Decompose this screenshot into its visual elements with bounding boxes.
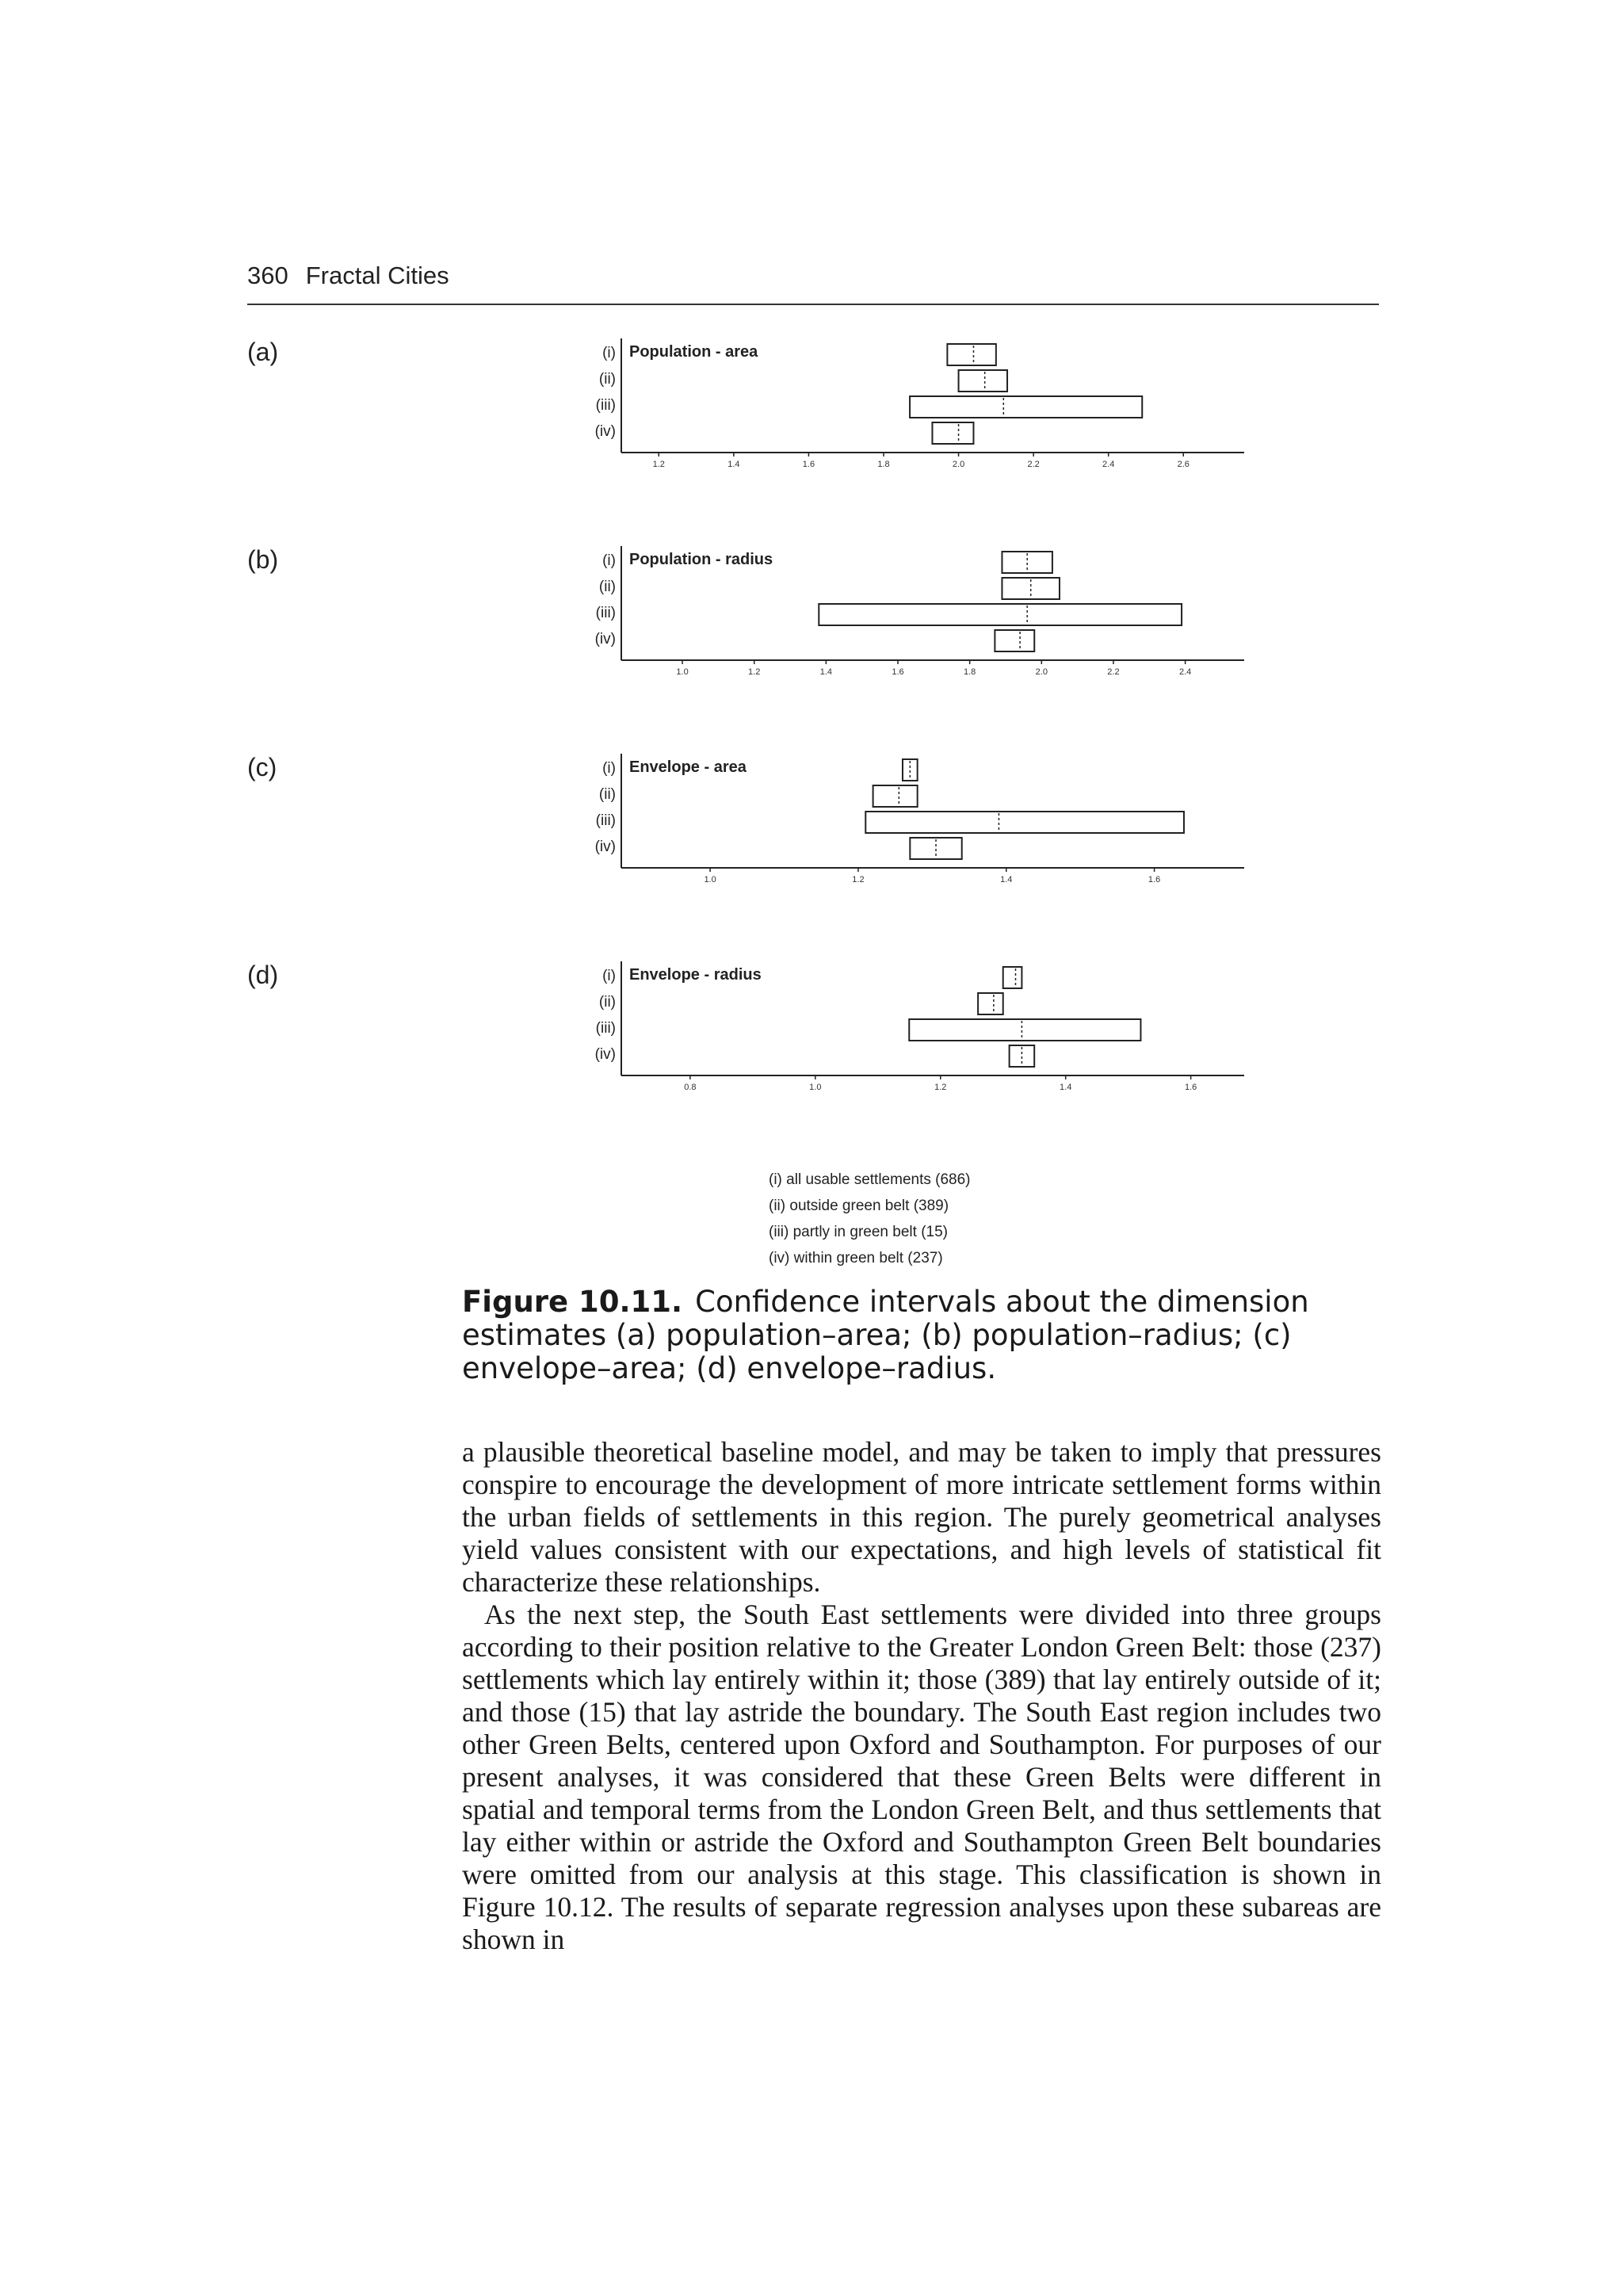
paragraph: As the next step, the South East settlements were divided into three groups according to their position relative to the Greater London Green Belt: those (237) settlements which lay entirely within it; those (389) that lay entirely outside of it; and those (15) that lay astride the boundary. The South East region includes two other Green Belts, centered upon Oxford and Southampton. For purposes of our present analyses, it was considered that these Green Belts were different in spatial and temporal terms from the London Green Belt, and thus settlements that lay either within or astride the Oxford and Southampton Green Belt boundaries were omitted from our analysis at this stage. This classification is shown in Figure 10.12. The results of separate regression analyses upon these subareas are shown in [462,1599,1381,1955]
chart-panel [247,338,1244,469]
row-label: (ii) [598,786,616,803]
row-label: (iv) [594,1046,616,1063]
legend-entry: (ii) outside green belt (389) [769,1198,949,1214]
x-tick-label: 1.4 [727,460,740,469]
x-tick-label: 1.6 [1184,1083,1197,1092]
interval-box [909,1019,1140,1041]
x-tick-label: 2.6 [1177,460,1190,469]
chart-panel [247,753,1244,884]
caption-text: Confidence intervals about the dimension estimates (a) population–area; (b) population–radius; (c) envelope–area; (d) envelope–radius. [462,1285,1309,1385]
x-tick-label: 1.6 [802,460,815,469]
chart-title: Envelope - area [629,758,747,776]
interval-box [959,370,1007,392]
row-label: (iv) [594,631,616,648]
interval-box [1003,967,1022,988]
row-label: (i) [602,552,616,569]
running-header [247,262,449,290]
x-tick-label: 1.0 [676,667,689,677]
row-label: (i) [602,760,616,777]
x-tick-label: 1.4 [1000,875,1013,884]
header-rule [247,304,1379,305]
row-label: (ii) [598,994,616,1010]
row-label: (iii) [595,1020,616,1037]
row-label: (ii) [598,579,616,595]
chart-title: Population - area [629,343,758,361]
interval-box [865,812,1184,833]
x-tick-label: 1.8 [877,460,890,469]
running-title: Fractal Cities [305,262,449,289]
x-tick-label: 1.2 [852,875,865,884]
row-label: (iii) [595,605,616,621]
chart-title: Envelope - radius [629,966,762,984]
x-tick-label: 2.2 [1107,667,1120,677]
row-label: (ii) [598,371,616,388]
x-tick-label: 2.2 [1027,460,1040,469]
chart-title: Population - radius [629,551,773,568]
x-tick-label: 1.2 [934,1083,947,1092]
interval-box [819,604,1182,625]
panel-letter: (a) [247,338,279,366]
body-text [462,1436,1381,1956]
x-tick-label: 1.6 [1148,875,1161,884]
row-label: (i) [602,345,616,361]
legend-entry: (iv) within green belt (237) [769,1250,943,1266]
x-tick-label: 1.4 [819,667,833,677]
x-tick-label: 2.4 [1102,460,1115,469]
x-tick-label: 1.2 [748,667,761,677]
figure-legend [769,1171,971,1266]
panel-letter: (d) [247,961,279,989]
figure-caption [462,1286,1381,1385]
chart-panel [247,545,1244,677]
x-tick-label: 2.4 [1178,667,1192,677]
row-label: (iii) [595,812,616,829]
x-tick-label: 0.8 [684,1083,697,1092]
paragraph: a plausible theoretical baseline model, and may be taken to imply that pressures conspire to encourage the development of more intricate settlement forms within the urban fields of settlements in this region. The purely geometrical analyses yield values consistent with our expectations, and high levels of statistical fit characterize these relationships. [462,1436,1381,1598]
interval-box [873,785,918,807]
x-tick-label: 2.0 [1035,667,1048,677]
x-tick-label: 1.4 [1060,1083,1072,1092]
row-label: (iii) [595,397,616,414]
x-tick-label: 2.0 [952,460,965,469]
page-number: 360 [247,262,288,289]
x-tick-label: 1.0 [809,1083,822,1092]
interval-box [947,344,995,365]
panel-letter: (c) [247,753,277,781]
row-label: (i) [602,968,616,984]
legend-entry: (iii) partly in green belt (15) [769,1224,948,1240]
chart-panel [247,961,1244,1092]
x-tick-label: 1.6 [892,667,904,677]
row-label: (iv) [594,839,616,855]
x-tick-label: 1.8 [964,667,976,677]
row-label: (iv) [594,423,616,440]
x-tick-label: 1.0 [704,875,716,884]
interval-box [995,630,1034,651]
interval-box [910,396,1142,418]
x-tick-label: 1.2 [652,460,665,469]
interval-box [932,422,973,444]
caption-label: Figure 10.11. [462,1285,683,1319]
legend-entry: (i) all usable settlements (686) [769,1171,971,1188]
confidence-interval-charts [247,337,1388,1280]
figure-10-11 [247,337,1388,1280]
panel-letter: (b) [247,545,279,574]
interval-box [978,993,1003,1014]
